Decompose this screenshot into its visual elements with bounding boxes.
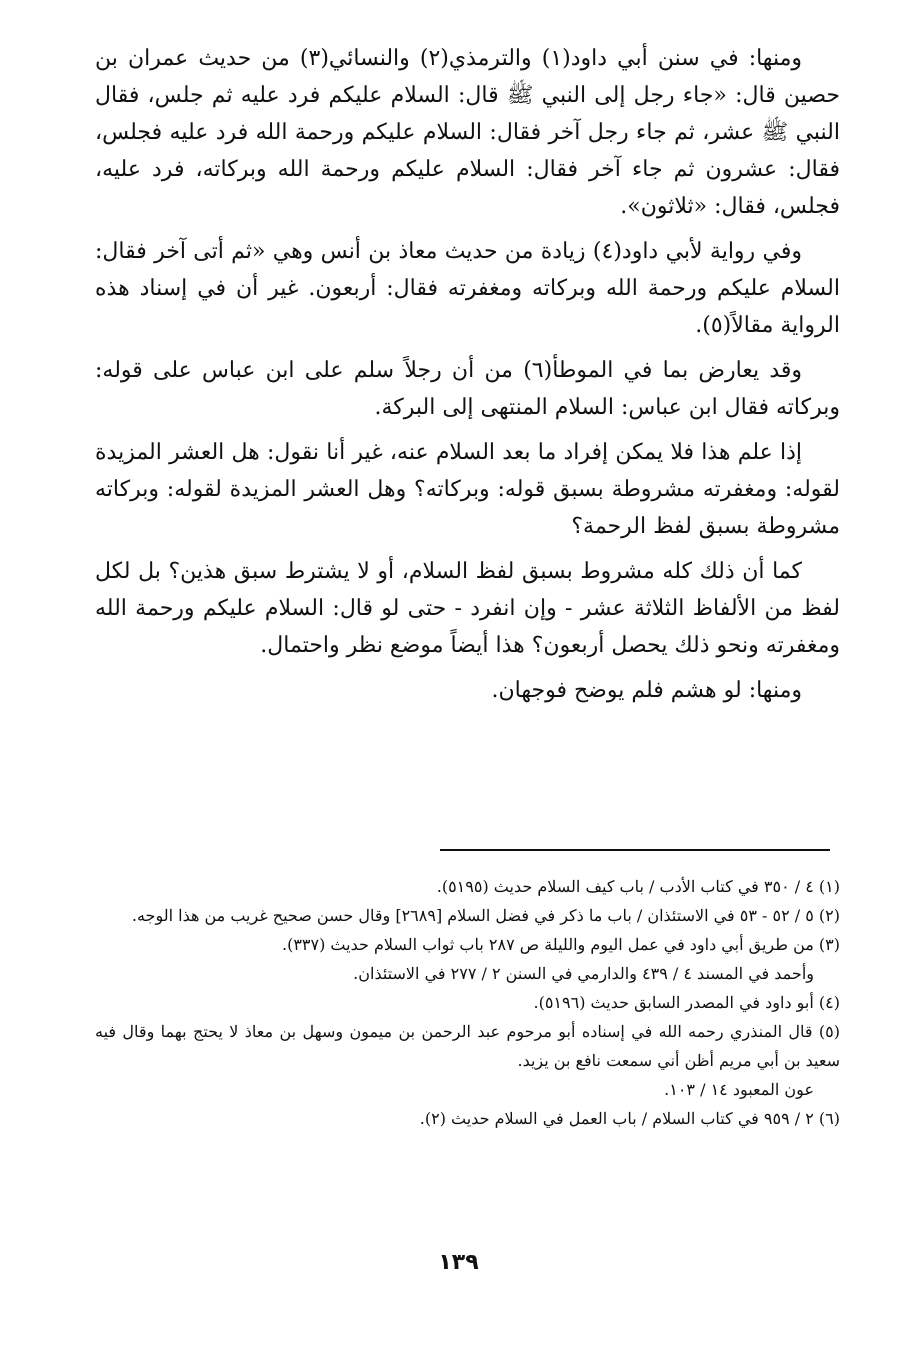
footnote-2: (٢) ٥ / ٥٢ - ٥٣ في الاستئذان / باب ما ذكر في فضل السلام [٢٦٨٩] وقال حسن صحيح غريب من هذا الوجه.	[131, 906, 840, 925]
footnote-6: (٦) ٢ / ٩٥٩ في كتاب السلام / باب العمل في السلام حديث (٢).	[419, 1109, 840, 1128]
paragraph-5: كما أن ذلك كله مشروط بسبق لفظ السلام، أو لا يشترط سبق هذين؟ بل لكل لفظ من الألفاظ الثلاثة عشر - وإن انفرد - حتى لو قال: السلام عليكم ورحمة الله ومغفرته ونحو ذلك يحصل أربعون؟ هذا أيضاً موضع نظر واحتمال.	[95, 559, 840, 658]
footnotes	[95, 872, 840, 1133]
paragraph-3: وقد يعارض بما في الموطأ(٦) من أن رجلاً سلم على ابن عباس على قوله: وبركاته فقال ابن عباس: السلام المنتهى إلى البركة.	[95, 358, 840, 420]
footnote-4: (٤) أبو داود في المصدر السابق حديث (٥١٩٦).	[533, 993, 840, 1012]
main-text	[95, 40, 840, 717]
paragraph-2: وفي رواية لأبي داود(٤) زيادة من حديث معاذ بن أنس وهي «ثم أتى آخر فقال: السلام عليكم ورحمة الله وبركاته ومغفرته فقال: أربعون. غير أن في إسناد هذه الرواية مقالاً(٥).	[95, 239, 840, 338]
paragraph-1: ومنها: في سنن أبي داود(١) والترمذي(٢) والنسائي(٣) من حديث عمران بن حصين قال: «جاء رجل إلى النبي ﷺ قال: السلام عليكم فرد عليه ثم جلس، فقال النبي ﷺ عشر، ثم جاء رجل آخر فقال: السلام عليكم ورحمة الله فرد عليه فجلس، فقال: عشرون ثم جاء آخر فقال: السلام عليكم ورحمة الله وبركاته، فرد عليه، فجلس، فقال: «ثلاثون».	[95, 46, 840, 219]
footnote-5: (٥) قال المنذري رحمه الله في إسناده أبو مرحوم عبد الرحمن بن ميمون وسهل بن معاذ لا يحتج بهما وقال فيه سعيد بن أبي مريم أظن أني سمعت نافع بن يزيد.	[95, 1022, 841, 1070]
footnote-5-continuation: عون المعبود ١٤ / ١٠٣.	[664, 1080, 814, 1099]
footnote-3: (٣) من طريق أبي داود في عمل اليوم والليلة ص ٢٨٧ باب ثواب السلام حديث (٣٣٧).	[281, 935, 840, 954]
paragraph-6: ومنها: لو هشم فلم يوضح فوجهان.	[491, 678, 802, 703]
paragraph-4: إذا علم هذا فلا يمكن إفراد ما بعد السلام عنه، غير أنا نقول: هل العشر المزيدة لقوله: ومغفرته مشروطة بسبق قوله: وبركاته؟ وهل العشر المزيدة لقوله: وبركاته مشروطة بسبق لفظ الرحمة؟	[95, 440, 840, 539]
footnote-separator	[440, 849, 830, 851]
page-number: ١٣٩	[438, 1250, 479, 1275]
footnote-1: (١) ٤ / ٣٥٠ في كتاب الأدب / باب كيف السلام حديث (٥١٩٥).	[436, 877, 840, 896]
footnote-3-continuation: وأحمد في المسند ٤ / ٤٣٩ والدارمي في السنن ٢ / ٢٧٧ في الاستئذان.	[353, 964, 814, 983]
